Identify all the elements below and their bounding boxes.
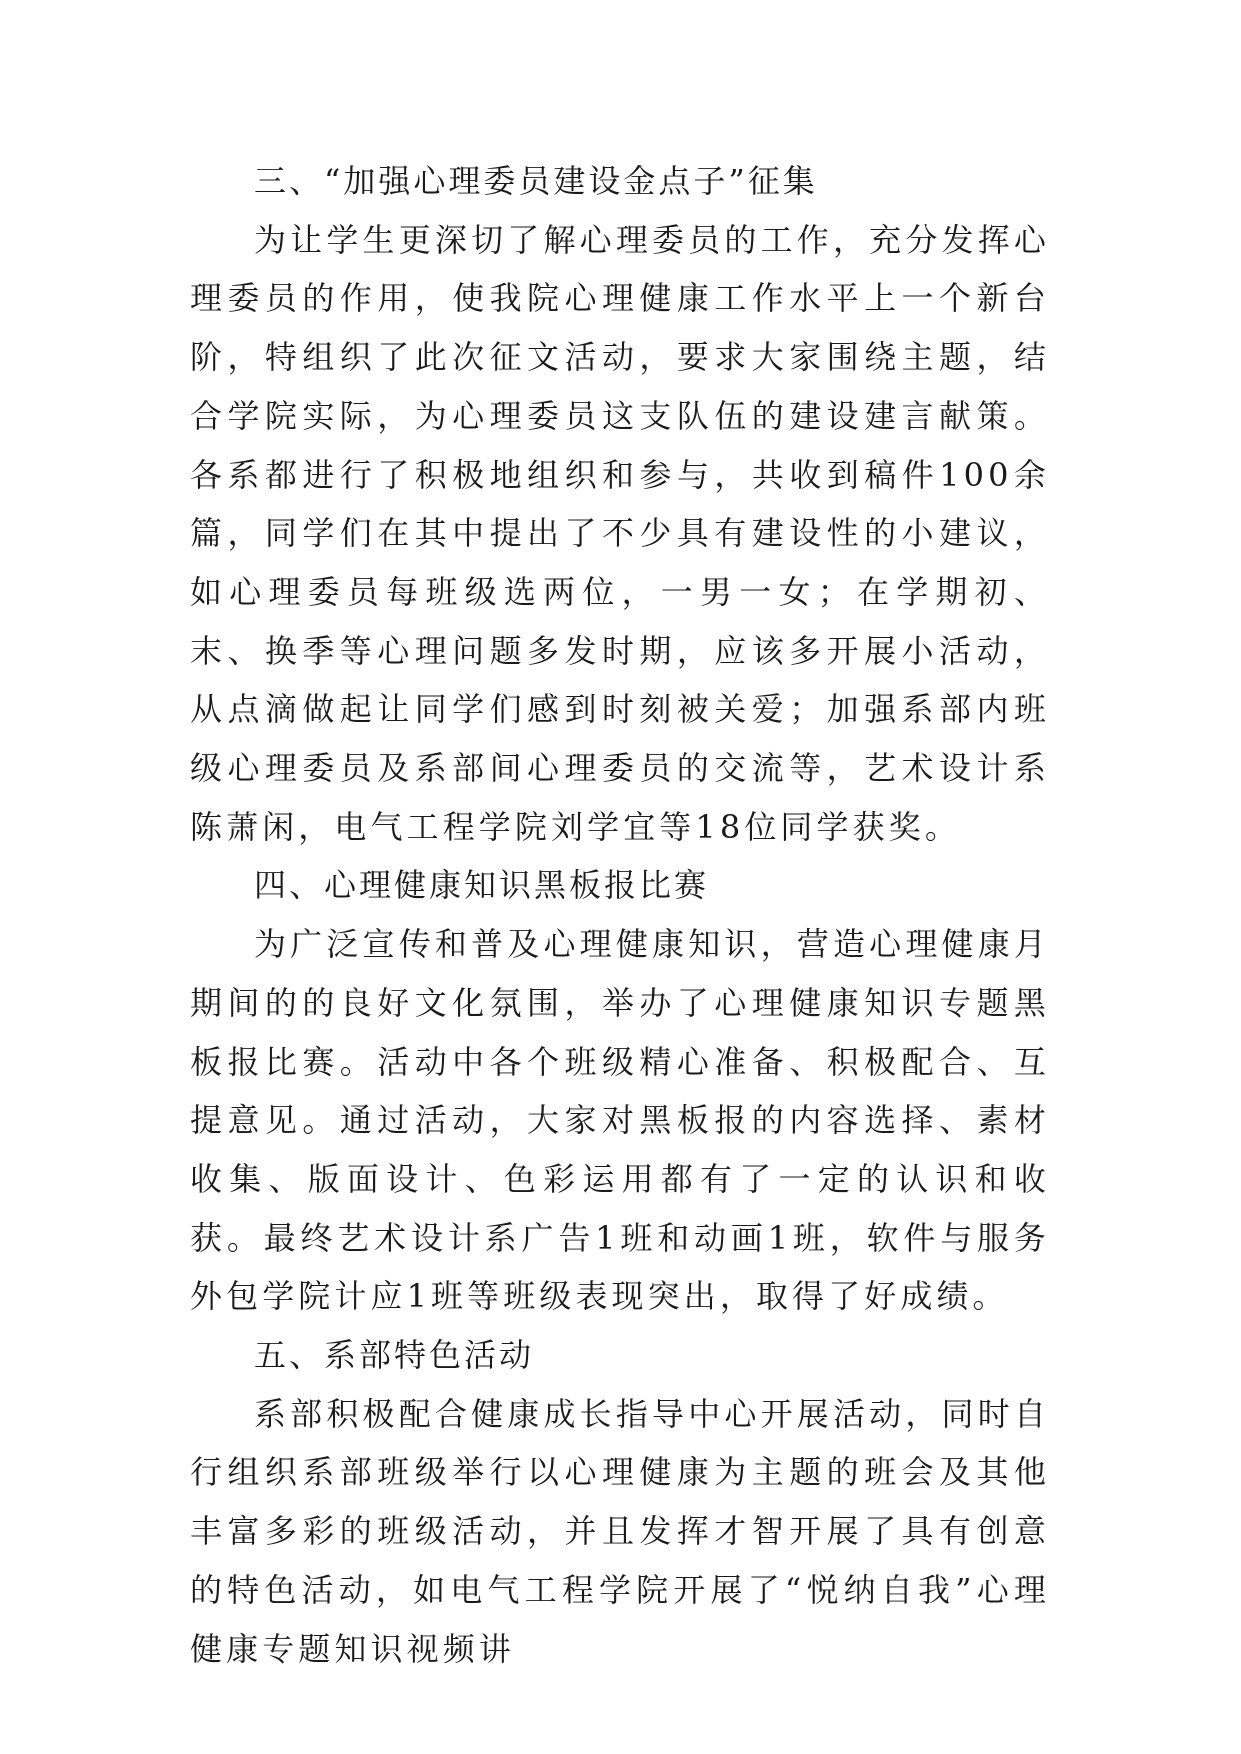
section-paragraph-3: 为让学生更深切了解心理委员的工作，充分发挥心理委员的作用，使我院心理健康工作水平上一个新台阶，特组织了此次征文活动，要求大家围绕主题，结合学院实际，为心理委员这支队伍的建设建言献策。各系都进行了积极地组织和参与，共收到稿件100余篇，同学们在其中提出了不少具有建设性的小建议，如心理委员每班级选两位，一男一女；在学期初、末、换季等心理问题多发时期，应该多开展小活动，从点滴做起让同学们感到时刻被关爱；加强系部内班级心理委员及系部间心理委员的交流等，艺术设计系陈萧闲，电气工程学院刘学宜等18位同学获奖。 xyxy=(190,220,1050,846)
section-heading-3: 三、“加强心理委员建设金点子”征集 xyxy=(254,162,818,200)
section-paragraph-5: 系部积极配合健康成长指导中心开展活动，同时自行组织系部班级举行以心理健康为主题的班会及其他丰富多彩的班级活动，并且发挥才智开展了具有创意的特色活动，如电气工程学院开展了“悦纳自我”心理健康专题知识视频讲 xyxy=(190,1394,1050,1668)
document-body xyxy=(190,152,1050,1678)
section-heading-4: 四、心理健康知识黑板报比赛 xyxy=(254,866,710,905)
section-paragraph-4: 为广泛宣传和普及心理健康知识，营造心理健康月期间的的良好文化氛围，举办了心理健康知识专题黑板报比赛。活动中各个班级精心准备、积极配合、互提意见。通过活动，大家对黑板报的内容选择、素材收集、版面设计、色彩运用都有了一定的认识和收获。最终艺术设计系广告1班和动画1班，软件与服务外包学院计应1班等班级表现突出，取得了好成绩。 xyxy=(190,925,1050,1316)
section-heading-5: 五、系部特色活动 xyxy=(254,1336,535,1375)
